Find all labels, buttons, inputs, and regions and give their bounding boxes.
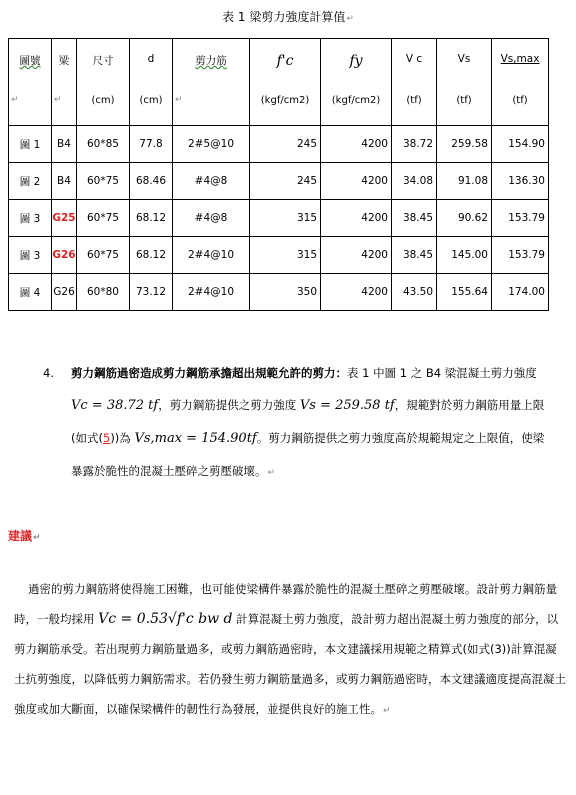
header-cell: f'c (kgf/cm2) <box>250 39 321 126</box>
item-text: ，規範對於剪力鋼筋用量上限(如式( <box>71 398 545 445</box>
header-cell: Vs (tf) <box>437 39 492 126</box>
table-cell: 68.12 <box>130 237 173 274</box>
table-cell: #4@8 <box>173 163 250 200</box>
table-cell: 2#5@10 <box>173 126 250 163</box>
item-number: 4. <box>43 366 54 380</box>
table-cell: G26 <box>52 274 77 311</box>
table-cell: 259.58 <box>437 126 492 163</box>
table-cell: 4200 <box>321 274 392 311</box>
suggestion-paragraph: 過密的剪力鋼筋將使得施工困難，也可能使梁構件暴露於脆性的混凝土壓碎之剪壓破壞。設計剪力鋼筋量時，一般均採用 Vc = 0.53√f'c bw d 計算混凝土剪力強度，設計剪力超出混凝土剪力強度的部分，以剪力鋼筋承受。若出現剪力鋼筋量過多，或剪力鋼筋過密時，本文建議採用規範之精算式(如式(3))計算混凝土抗剪強度，以降低剪力鋼筋需求。若仍發生剪力鋼筋量過多，或剪力鋼筋過密時，本文建議適度提高混凝土強度或加大斷面，以確保梁構件的韌性行為發展，並提供良好的施工性。↵ <box>14 582 566 716</box>
table-cell: 245 <box>250 163 321 200</box>
table-cell: 38.45 <box>392 200 437 237</box>
table-cell: 68.12 <box>130 200 173 237</box>
table-row <box>9 126 549 163</box>
header-cell: V c (tf) <box>392 39 437 126</box>
table-cell: 153.79 <box>492 200 549 237</box>
table-cell: 圖 2 <box>9 163 52 200</box>
table-cell: 350 <box>250 274 321 311</box>
table-cell: B4 <box>52 126 77 163</box>
table-cell: 2#4@10 <box>173 274 250 311</box>
table-cell: 4200 <box>321 200 392 237</box>
table-cell: #4@8 <box>173 200 250 237</box>
table-cell: 38.45 <box>392 237 437 274</box>
table-row <box>9 200 549 237</box>
header-cell: Vs,max (tf) <box>492 39 549 126</box>
vc-formula: Vc = 0.53√f'c bw d <box>98 611 233 627</box>
table-cell: 315 <box>250 237 321 274</box>
vc-equation: Vc = 38.72 tf <box>71 398 159 413</box>
item-text: 。剪力鋼筋提供之剪力強度高於規範規定之上限值，使梁暴露於脆性的混凝土壓碎之剪壓破壞。 <box>71 431 545 478</box>
table-cell: 60*75 <box>77 200 130 237</box>
vsmax-equation: Vs,max = 154.90tf <box>134 431 257 446</box>
table-cell: 245 <box>250 126 321 163</box>
item-4-paragraph: 4. 剪力鋼筋過密造成剪力鋼筋承擔超出規範允許的剪力：表 1 中圖 1 之 B4 梁混凝土剪力強度 Vc = 38.72 tf，剪力鋼筋提供之剪力強度 Vs = 259.58 tf，規範對於剪力鋼筋用量上限(如式(5))為 Vs,max = 154.90tf。剪力鋼筋提供之剪力強度高於規範規定之上限值，使梁暴露於脆性的混凝土壓碎之剪壓破壞。↵ <box>43 357 553 489</box>
suggestion-text: 過密的剪力鋼筋將使得施工困難，也可能使梁構件暴露於脆性的混凝土壓碎之剪壓破壞。設計剪力鋼筋量時，一般均採用 <box>14 582 557 626</box>
table-cell: 315 <box>250 200 321 237</box>
table-row <box>9 237 549 274</box>
table-cell: 圖 3 <box>9 237 52 274</box>
table-cell: 圖 3 <box>9 200 52 237</box>
table-cell: 60*85 <box>77 126 130 163</box>
table-cell: 4200 <box>321 126 392 163</box>
table-cell: 34.08 <box>392 163 437 200</box>
table-caption: 表 1 梁剪力強度計算值↵ <box>222 10 354 24</box>
table-cell: 136.30 <box>492 163 549 200</box>
header-cell: 圖號 ↵ <box>9 39 52 126</box>
vs-equation: Vs = 259.58 tf <box>299 398 395 413</box>
equation-ref: 5 <box>102 431 111 445</box>
header-cell: 尺寸 (cm) <box>77 39 130 126</box>
item-text: 表 1 中圖 1 之 B4 梁混凝土剪力強度 <box>347 366 537 380</box>
suggestion-text: 計算混凝土剪力強度，設計剪力超出混凝土剪力強度的部分，以剪力鋼筋承受。若出現剪力鋼筋量過多，或剪力鋼筋過密時，本文建議採用規範之精算式(如式(3))計算混凝土抗剪強度，以降低剪力鋼筋需求。若仍發生剪力鋼筋量過多，或剪力鋼筋過密時，本文建議適度提高混凝土強度或加大斷面，以確保梁構件的韌性行為發展，並提供良好的施工性。 <box>14 612 566 716</box>
table-cell: 68.46 <box>130 163 173 200</box>
table-cell: 153.79 <box>492 237 549 274</box>
table-header-row <box>9 39 549 126</box>
table-cell: 圖 4 <box>9 274 52 311</box>
table-cell: 90.62 <box>437 200 492 237</box>
item-title: 剪力鋼筋過密造成剪力鋼筋承擔超出規範允許的剪力： <box>71 366 347 380</box>
table-cell: G25 <box>52 200 77 237</box>
header-cell: d (cm) <box>130 39 173 126</box>
table-cell: 圖 1 <box>9 126 52 163</box>
item-text: ))為 <box>110 431 131 445</box>
item-text: ，剪力鋼筋提供之剪力強度 <box>158 398 297 412</box>
table-cell: 2#4@10 <box>173 237 250 274</box>
table-cell: 60*75 <box>77 163 130 200</box>
header-cell: fy (kgf/cm2) <box>321 39 392 126</box>
table-cell: 155.64 <box>437 274 492 311</box>
suggestion-heading: 建議↵ <box>8 529 41 543</box>
table-cell: 91.08 <box>437 163 492 200</box>
header-cell: 梁 ↵ <box>52 39 77 126</box>
table-cell: 4200 <box>321 237 392 274</box>
table-cell: 154.90 <box>492 126 549 163</box>
table-cell: 174.00 <box>492 274 549 311</box>
table-row <box>9 274 549 311</box>
table-cell: 77.8 <box>130 126 173 163</box>
table-cell: 43.50 <box>392 274 437 311</box>
table-cell: 60*80 <box>77 274 130 311</box>
table-cell: G26 <box>52 237 77 274</box>
table-cell: B4 <box>52 163 77 200</box>
table-cell: 60*75 <box>77 237 130 274</box>
table-cell: 145.00 <box>437 237 492 274</box>
table-cell: 38.72 <box>392 126 437 163</box>
shear-strength-table <box>8 38 549 311</box>
header-cell: 剪力筋 ↵ <box>173 39 250 126</box>
table-cell: 4200 <box>321 163 392 200</box>
table-cell: 73.12 <box>130 274 173 311</box>
table-row <box>9 163 549 200</box>
